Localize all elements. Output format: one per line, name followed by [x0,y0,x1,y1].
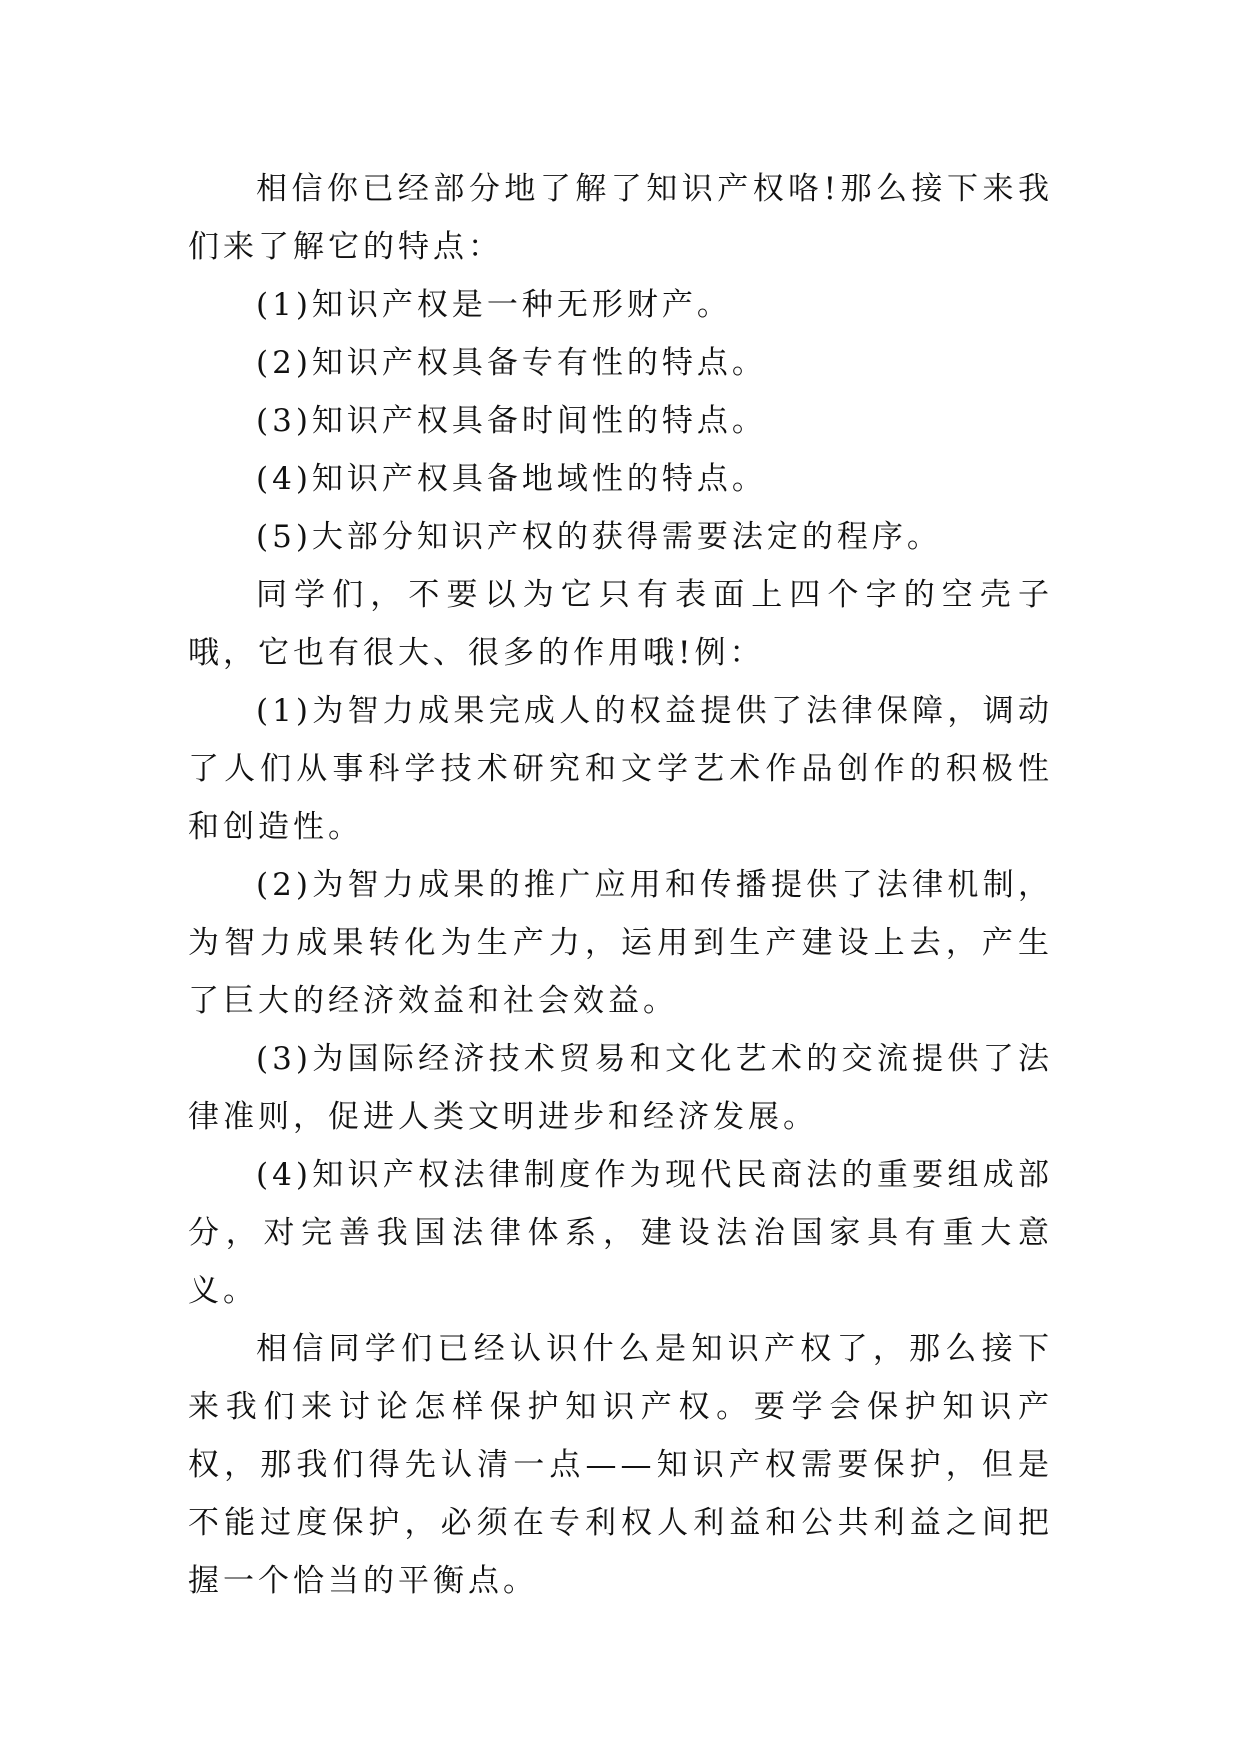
paragraph-intro-features: 相信你已经部分地了解了知识产权咯!那么接下来我们来了解它的特点： [188,171,1053,265]
function-item-3: (3)为国际经济技术贸易和文化艺术的交流提供了法律准则，促进人类文明进步和经济发展。 [188,1041,1053,1135]
function-item-1: (1)为智力成果完成人的权益提供了法律保障，调动了人们从事科学技术研究和文学艺术作品创作的积极性和创造性。 [188,693,1053,845]
document-body [188,160,1053,1610]
feature-item-1: (1)知识产权是一种无形财产。 [256,287,732,323]
feature-item-4: (4)知识产权具备地域性的特点。 [256,461,767,497]
function-item-4: (4)知识产权法律制度作为现代民商法的重要组成部分，对完善我国法律体系，建设法治国家具有重大意义。 [188,1157,1053,1309]
function-item-2: (2)为智力成果的推广应用和传播提供了法律机制，为智力成果转化为生产力，运用到生产建设上去，产生了巨大的经济效益和社会效益。 [188,867,1053,1019]
feature-item-3: (3)知识产权具备时间性的特点。 [256,403,767,439]
paragraph-protection: 相信同学们已经认识什么是知识产权了，那么接下来我们来讨论怎样保护知识产权。要学会保护知识产权，那我们得先认清一点——知识产权需要保护，但是不能过度保护，必须在专利权人利益和公共利益之间把握一个恰当的平衡点。 [188,1331,1053,1599]
paragraph-intro-functions: 同学们，不要以为它只有表面上四个字的空壳子哦，它也有很大、很多的作用哦!例： [188,577,1053,671]
feature-item-5: (5)大部分知识产权的获得需要法定的程序。 [256,519,942,555]
feature-item-2: (2)知识产权具备专有性的特点。 [256,345,767,381]
